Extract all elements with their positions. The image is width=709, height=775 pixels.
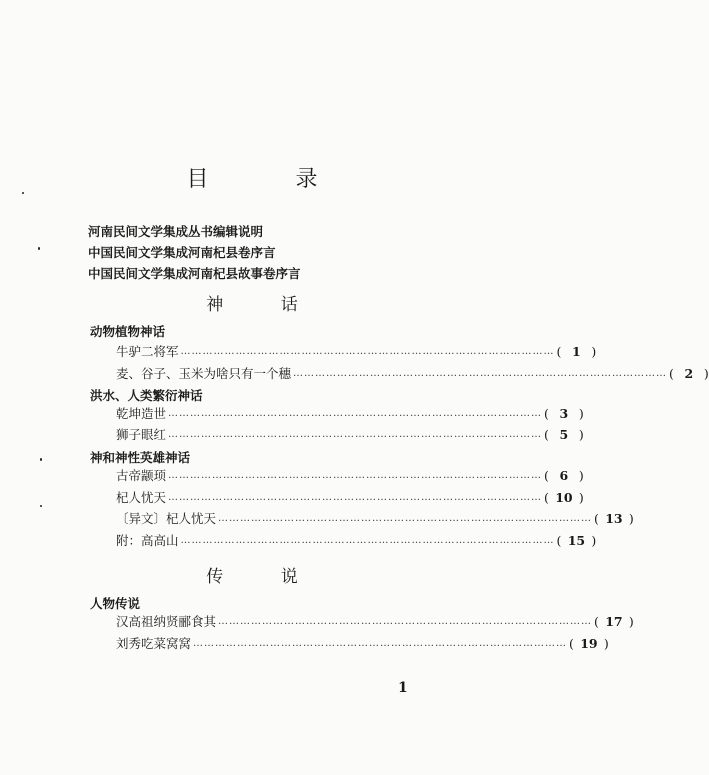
toc-entry[interactable]	[116, 404, 584, 422]
leader-dots: …………………………………………………………………………………………	[193, 637, 568, 649]
scan-speck	[40, 458, 42, 461]
category-heading: 动物植物神话	[90, 324, 166, 339]
entry-title: 刘秀吃菜窝窝	[116, 636, 192, 651]
leader-dots: …………………………………………………………………………………………	[180, 345, 555, 357]
leader-dots: …………………………………………………………………………………………	[168, 469, 543, 481]
category-heading: 神和神性英雄神话	[90, 450, 191, 465]
entry-title: 附：高高山	[116, 533, 179, 548]
paren-close: )	[591, 343, 597, 359]
entry-page: 2	[684, 365, 694, 381]
paren-open: (	[569, 635, 574, 651]
paren-open: (	[594, 613, 599, 629]
leader-dots: …………………………………………………………………………………………	[218, 512, 593, 524]
leader-dots: …………………………………………………………………………………………	[168, 428, 543, 440]
entry-title: 〔异文〕杞人忧天	[116, 511, 217, 526]
page-number: 1	[398, 680, 408, 696]
section-heading: 神 话	[206, 295, 324, 315]
toc-entry[interactable]	[116, 612, 634, 630]
paren-close: )	[578, 405, 584, 421]
entry-title: 牛驴二将军	[116, 344, 179, 359]
scan-speck	[22, 192, 24, 194]
leader-dots: …………………………………………………………………………………………	[293, 367, 668, 379]
entry-page: 15	[567, 532, 586, 548]
entry-title: 狮子眼红	[116, 427, 167, 442]
paren-close: )	[703, 365, 709, 381]
paren-open: (	[544, 489, 549, 505]
paren-close: )	[578, 467, 584, 483]
leader-dots: …………………………………………………………………………………………	[180, 534, 555, 546]
paren-open: (	[669, 365, 674, 381]
entry-page: 1	[572, 343, 581, 359]
entry-page: 6	[559, 467, 569, 483]
toc-entry[interactable]	[116, 531, 597, 549]
entry-page: 3	[559, 405, 569, 421]
scan-speck	[38, 247, 40, 250]
intro-line: 河南民间文学集成丛书编辑说明	[88, 224, 264, 239]
section-heading: 传 说	[206, 567, 324, 587]
toc-entry[interactable]	[116, 488, 584, 506]
toc-entry[interactable]	[116, 364, 709, 382]
intro-line: 中国民间文学集成河南杞县卷序言	[88, 245, 276, 260]
paren-close: )	[628, 613, 634, 629]
page-title: 目 录	[186, 167, 358, 192]
category-heading: 洪水、人类繁衍神话	[90, 388, 203, 403]
entry-page: 13	[605, 510, 623, 526]
leader-dots: …………………………………………………………………………………………	[168, 407, 543, 419]
category-heading: 人物传说	[90, 596, 141, 611]
paren-close: )	[628, 510, 634, 526]
scan-speck	[40, 505, 42, 507]
paren-open: (	[544, 405, 549, 421]
paren-close: )	[578, 426, 584, 442]
intro-line: 中国民间文学集成河南杞县故事卷序言	[88, 266, 301, 281]
entry-page: 10	[555, 489, 573, 505]
leader-dots: …………………………………………………………………………………………	[168, 491, 543, 503]
entry-title: 杞人忧天	[116, 490, 167, 505]
paren-close: )	[603, 635, 609, 651]
entry-page: 5	[559, 426, 569, 442]
toc-entry[interactable]	[116, 509, 634, 527]
paren-open: (	[556, 343, 562, 359]
entry-title: 汉高祖纳贤郦食其	[116, 614, 217, 629]
entry-page: 17	[605, 613, 623, 629]
entry-page: 19	[580, 635, 598, 651]
entry-title: 乾坤造世	[116, 406, 167, 421]
paren-close: )	[578, 489, 584, 505]
toc-entry[interactable]	[116, 342, 597, 360]
toc-entry[interactable]	[116, 634, 609, 652]
leader-dots: …………………………………………………………………………………………	[218, 615, 593, 627]
entry-title: 麦、谷子、玉米为啥只有一个穗	[116, 366, 292, 381]
toc-entry[interactable]	[116, 466, 584, 484]
paren-open: (	[544, 467, 549, 483]
paren-open: (	[556, 532, 562, 548]
paren-open: (	[594, 510, 599, 526]
entry-title: 古帝颛顼	[116, 468, 167, 483]
paren-close: )	[591, 532, 597, 548]
toc-entry[interactable]	[116, 425, 584, 443]
paren-open: (	[544, 426, 549, 442]
